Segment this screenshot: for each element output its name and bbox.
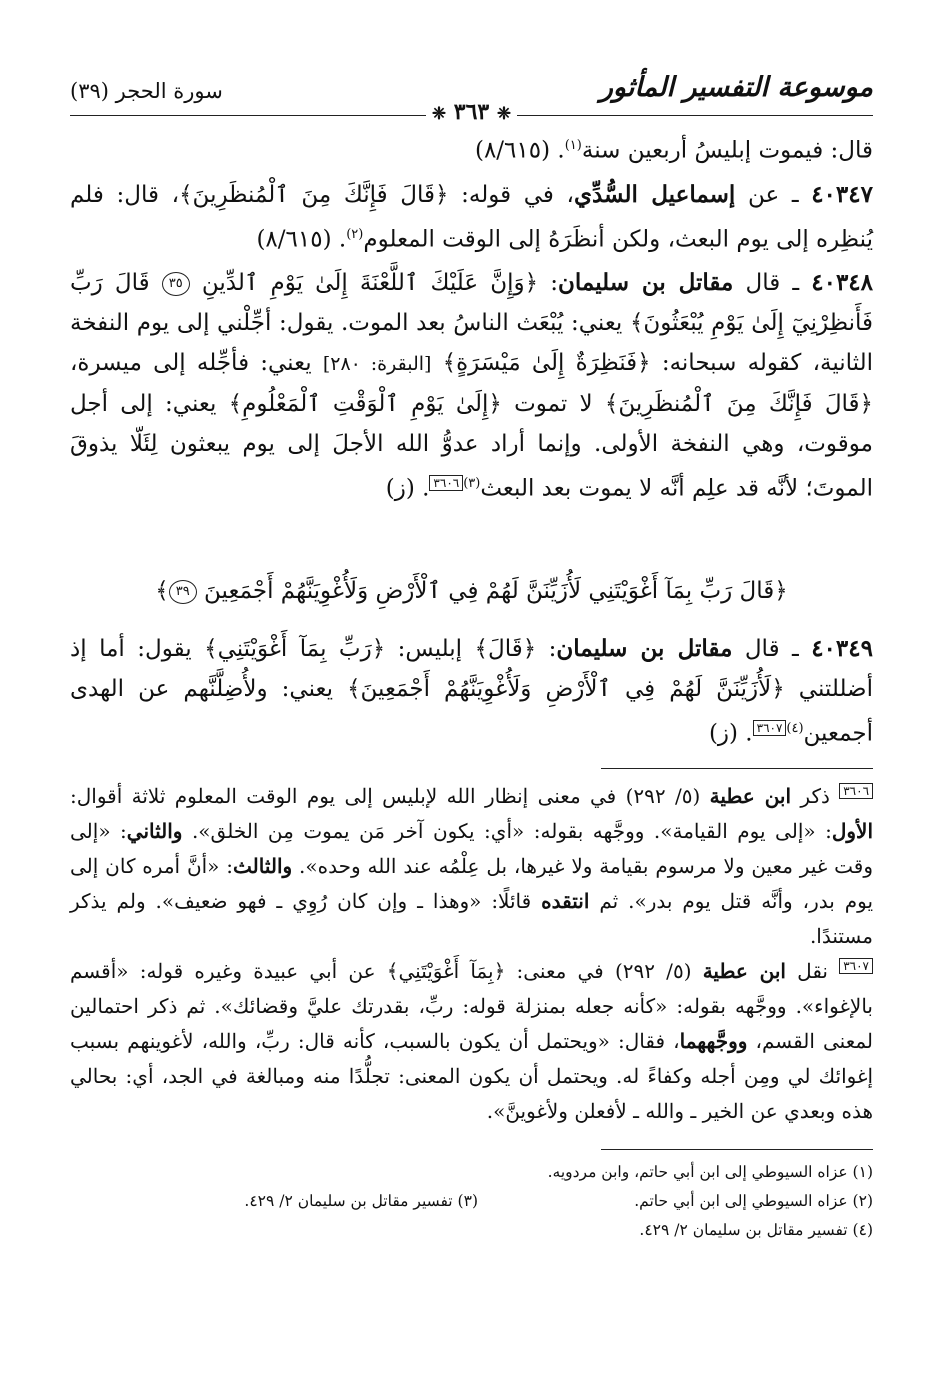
note-marker-box: ٣٦٠٦ xyxy=(429,475,463,491)
editor-note-3606: ٣٦٠٦ ذكر ابن عطية (٥/ ٢٩٢) في معنى إنظار الله لإبليس إلى يوم الوقت المعلوم ثلاثة أقوال: الأول: «إلى يوم القيامة». ووجَّهه بقوله: «أي: يكون آخر مَن يموت مِن الخلق». والثاني: «إلى وقت غير معين ولا مرسوم بقيامة ولا غيرها، بل عِلْمُه عند الله وحده». والثالث: «أنَّ أمره كان إلى يوم بدر، وأنَّه قتل يوم بدر». ثم انتقده قائلًا: «وهذا ـ وإن كان رُوِي ـ فهو ضعيف». ولم يذكر مستندًا. xyxy=(70,783,874,948)
narration-40348: ٤٠٣٤٨ ـ قال مقاتل بن سليمان: ﴿وَإِنَّ عَلَيْكَ ٱللَّعْنَةَ إِلَىٰ يَوْمِ ٱلدِّينِ ٣٥ قَالَ رَبِّ فَأَنظِرْنِيٓ إِلَىٰ يَوْمِ يُبْعَثُونَ﴾ يعني: يُبْعَث الناسُ بعد الموت. يقول: أجِّلْني إلى يوم النفخة الثانية، كقوله سبحانه: ﴿فَنَظِرَةٌ إِلَىٰ مَيْسَرَةٍ﴾ [البقرة: ٢٨٠] يعني: فأجِّله إلى ميسرة، ﴿قَالَ فَإِنَّكَ مِنَ ٱلْمُنظَرِينَ﴾ لا تموت ﴿إِلَىٰ يَوْمِ ٱلْوَقْتِ ٱلْمَعْلُومِ﴾ يعني: إلى أجل موقوت، وهي النفخة الأولى. وإنما أراد عدوُّ الله الأجلَ إلى يوم يبعثون لِئَلّا يذوقَ الموتَ؛ لأنَّه قد علِم أنَّه لا يموت بعد البعث$^{(٣)}$٣٦٠٦. (ز) xyxy=(70,269,874,502)
narration-40349: ٤٠٣٤٩ ـ قال مقاتل بن سليمان: ﴿قَالَ﴾ إبليس: ﴿رَبِّ بِمَآ أَغْوَيْتَنِي﴾ يقول: أما إذ أضللتني ﴿لَأُزَيِّنَنَّ لَهُمْ فِي ٱلْأَرْضِ وَلَأُغْوِيَنَّهُمْ أَجْمَعِينَ﴾ يعني: ولأُضِلَّنَّهم عن الهدى أجمعين$^{(٤)}$٣٦٠٧. (ز) xyxy=(70,634,873,747)
narrator-name: مقاتل بن سليمان xyxy=(556,634,733,662)
footnote-4: (٤) تفسير مقاتل بن سليمان ٢/ ٤٢٩. xyxy=(639,1220,873,1239)
paragraph: قال: فيموت إبليسُ أربعين سنة$^{(١)}$. (٨/٦١٥) xyxy=(474,137,873,164)
narration-number: ٤٠٣٤٨ xyxy=(811,269,874,297)
footnote-3: (٣) تفسير مقاتل بن سليمان ٢/ ٤٢٩. xyxy=(244,1191,478,1210)
narration-number: ٤٠٣٤٩ xyxy=(811,634,873,662)
footnote-ref: (١) xyxy=(564,138,582,153)
footnote-ref: (٤) xyxy=(786,720,804,736)
surah-title: سورة الحجر (٣٩) xyxy=(70,79,223,103)
page-header xyxy=(70,68,873,125)
verse-heading: ﴿قَالَ رَبِّ بِمَآ أَغْوَيْتَنِي لَأُزَيِّنَنَّ لَهُمْ فِي ٱلْأَرْضِ وَلَأُغْوِيَنَّهُمْ أَجْمَعِينَ ٣٩﴾ xyxy=(155,577,788,604)
scholar-name: ابن عطية xyxy=(702,958,786,983)
note-marker-box: ٣٦٠٧ xyxy=(753,720,787,736)
narration-number: ٤٠٣٤٧ xyxy=(811,180,873,208)
footnotes-divider xyxy=(601,1149,873,1150)
quran-quote: ﴿فَنَظِرَةٌ إِلَىٰ مَيْسَرَةٍ﴾ xyxy=(442,350,651,377)
scholar-name: ابن عطية xyxy=(709,783,792,808)
quran-quote: ﴿إِلَىٰ يَوْمِ ٱلْوَقْتِ ٱلْمَعْلُومِ﴾ xyxy=(228,391,502,418)
narration-40347: ٤٠٣٤٧ ـ عن إسماعيل السُّدِّي، في قوله: ﴿قَالَ فَإِنَّكَ مِنَ ٱلْمُنظَرِينَ﴾، قال: فلم يُنظِره إلى يوم البعث، ولكن أنظَرَهُ إلى الوقت المعلوم$^{(٢)}$. (٨/٦١٥) xyxy=(70,180,873,253)
ayah-number-marker: ٣٥ xyxy=(162,272,190,296)
footnote-ref: (٢) xyxy=(346,226,364,242)
footnote-1: (١) عزاه السيوطي إلى ابن أبي حاتم، وابن مردويه. xyxy=(547,1162,873,1181)
page-number: ٣٦٣ xyxy=(453,99,490,125)
editor-note-3607: ٣٦٠٧ نقل ابن عطية (٥/ ٢٩٢) في معنى: ﴿بِمَآ أَغْوَيْتَنِي﴾ عن أبي عبيدة وغيره قوله: «أقسم بالإغواء». ووجَّهه بقوله: «كأنه جعله بمنزلة قوله: ربِّ، بقدرتك عليَّ وقضائك». ثم ذكر احتمالين لمعنى القسم، ووجَّههما، فقال: «ويحتمل أن يكون بالسبب، كأنه قال: ربِّ، والله، لأغوينهم بسبب إغوائك لي ومِن أجله وكفاءً له. ويحتمل أن يكون المعنى: تجلُّدًا منه ومبالغة في الجد، أي: بحالي هذه وبعدي عن الخير ـ والله ـ لأفعلن ولأغوينَّ». xyxy=(70,958,874,1123)
quran-quote: ﴿رَبِّ بِمَآ أَغْوَيْتَنِي﴾ xyxy=(204,635,386,662)
quran-quote: ﴿قَالَ فَإِنَّكَ مِنَ ٱلْمُنظَرِينَ﴾ xyxy=(604,391,874,418)
footnote-ref: (٣) xyxy=(463,476,481,492)
book-title: موسوعة التفسير المأثور xyxy=(599,72,873,103)
narrator-name: مقاتل بن سليمان xyxy=(558,269,734,297)
footnotes xyxy=(70,1158,873,1245)
quran-reference: [البقرة: ٢٨٠] xyxy=(322,353,432,376)
quran-quote: قَالَ رَبِّ فَأَنظِرْنِيٓ إِلَىٰ يَوْمِ يُبْعَثُونَ﴾ xyxy=(70,270,874,337)
quran-quote: ﴿وَإِنَّ عَلَيْكَ ٱللَّعْنَةَ إِلَىٰ يَوْمِ ٱلدِّينِ xyxy=(201,270,539,297)
quran-quote: ﴿بِمَآ أَغْوَيْتَنِي﴾ xyxy=(386,958,506,983)
ayah-number-marker: ٣٩ xyxy=(169,580,197,604)
notes-divider xyxy=(601,768,873,769)
note-marker-box: ٣٦٠٧ xyxy=(839,958,873,974)
ornament-icon: ❈ xyxy=(431,104,447,124)
quran-quote: ﴿لَأُزَيِّنَنَّ لَهُمْ فِي ٱلْأَرْضِ وَلَأُغْوِيَنَّهُمْ أَجْمَعِينَ﴾ xyxy=(347,675,785,702)
quran-quote: ﴿قَالَ﴾ xyxy=(474,635,537,662)
page xyxy=(70,68,873,1245)
quran-quote: ﴿قَالَ فَإِنَّكَ مِنَ ٱلْمُنظَرِينَ﴾ xyxy=(179,181,449,208)
note-marker-box: ٣٦٠٦ xyxy=(839,783,873,799)
footnote-2: (٢) عزاه السيوطي إلى ابن أبي حاتم. xyxy=(634,1191,873,1210)
ornament-icon: ❈ xyxy=(496,104,512,124)
narrator-name: إسماعيل السُّدِّي xyxy=(573,180,736,208)
